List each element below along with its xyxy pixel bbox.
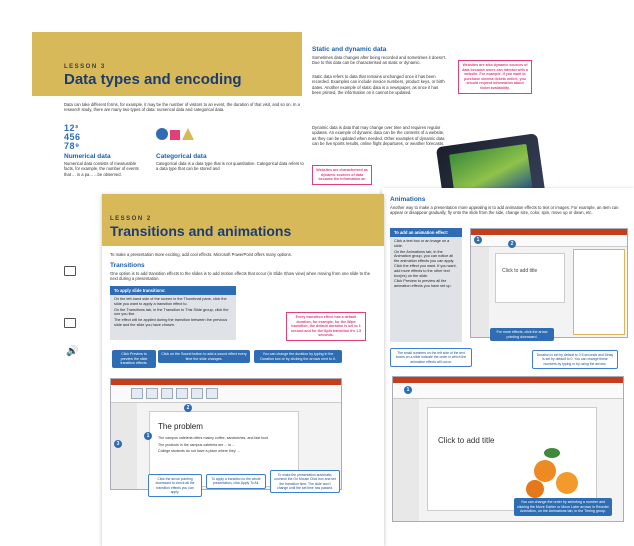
slide-bullets [158,436,294,454]
step-number-1: 1 [404,386,412,394]
animation-pane [573,249,625,335]
static-dynamic-intro: Sometimes data changes after being recorded and sometimes it doesn't. Due to this data can be characterised as static or dynamic. [312,55,447,66]
list-item: Click a text box or an image on a slide. [394,239,450,248]
lesson-label: LESSON 3 [64,64,106,70]
list-item: On the left-hand side of the screen in the Thumbnail pane, click the slide you want to apply a transition effect to. [114,297,227,306]
animations-heading: Animations [390,196,426,203]
callout-sound: Click on the Sound button to add a sound effect every time the slide changes. [158,350,250,363]
static-data-text: Static data refers to data that remains unchanged once it has been recorded. Examples can include invoice numbers, product keys, or birth dates. Another example of static data is a newspaper, as once it has been printed, the information on it cannot be updated. [312,74,445,96]
callout-duration-default: Every transition effect has a default duration, for example, for the Wipe transition, the default duration is set to 1 second and for the Split transition it's 1.5 seconds. [286,312,366,341]
step-number-2: 2 [184,404,192,412]
list-item: The effect will be applied during the transition between the previous slide and the slide you have chosen. [114,318,228,327]
intro-text: To make a presentation more exciting, add cool effects. Microsoft PowerPoint offers many options. [110,252,292,257]
animation-steps-box [390,228,462,342]
step-number-1: 1 [474,236,482,244]
step-number-1: 1 [144,432,152,440]
transition-thumbs [111,385,341,402]
page-title: Transitions and animations [110,223,292,239]
steps-list [110,295,236,331]
intro-text: Data can take different forms, for example, it may be the number of visitors to an event, the duration of that visit, and so on. In a research study, there are many two types of data: numerical data and categorical data. [64,102,300,113]
callout-apply-to-all: To apply a transition to the whole presentation, click Apply To All. [206,474,266,489]
numbers-illustration: 1 2 ³ 4 5 6 7 8 ⁹ [64,123,80,151]
box-title: To add an animation effect: [390,228,462,237]
categorical-text: Categorical data is a data type that is not quantitative. Categorical data refers to a data type that can be stored and [156,161,304,172]
video-icon [64,318,76,328]
callout-more-effects: For more effects, click the arrow pointing downward. [490,328,554,341]
callout-small-numbers: The small numbers on the left side of the text boxes on a slide indicate the order in which the animation effects will occur. [390,348,472,367]
page-animations [382,188,634,546]
list-item: The campus cafeteria offers mainly coffee, sandwiches, and fast food [158,436,269,440]
oranges-image [520,432,590,506]
list-item: Click Preview to preview all the animation effects you have set up. [394,279,452,289]
callout-duration-delay: Duration is set by default to 0.5 seconds and Delay is set by default to 0. You can change these numbers by typing or by using the arrows. [532,350,618,369]
numerical-heading: Numerical data [64,153,111,160]
callout-websites-dynamic: Websites are also dynamic sources of data because users can interact with a website. For example, if you want to purchase cinema tickets online, you should request information about ticket availability. [458,60,532,94]
transition-steps-box [110,286,236,340]
transitions-text: One option is to add transition effects to the slides is to add motion effects that occur (in Slide Show view) when moving from one slide to the next during a presentation. [110,271,371,282]
list-item: On the Animations tab, in the Animation group, you can notice all the animation effects you can apply. Click the effect you want. If you want, add more effects to the other text box(es) on the slide. [394,249,457,278]
callout-change-duration: You can change the duration by typing in the Duration box or by clicking the arrows next to it. [254,350,342,363]
page-transitions [102,194,384,546]
slide-placeholder: Click to add title [438,436,495,445]
callout-reorder: You can change the order by selecting a number and clicking the Move Earlier or Move Later arrows in Reorder Animation, on the Animations tab, in the Timing group. [514,498,612,516]
step-number-2: 2 [508,240,516,248]
steps-list [390,237,462,292]
step-number-3: 3 [114,440,122,448]
lesson-label: LESSON 2 [110,216,152,222]
static-dynamic-heading: Static and dynamic data [312,46,387,53]
transitions-heading: Transitions [110,262,145,269]
page-title: Data types and encoding [64,71,242,88]
slide-title: The problem [158,422,203,431]
ppt-screenshot-animations [470,228,628,338]
animations-text: Another way to make a presentation more appealing is to add animation effects to text or images. For example, an item can appear or disappear gradually, fly onto the slide from the side, change size, color, spin, move up or down, etc. [390,205,619,216]
list-item: College students do not have a place where they ... [158,449,240,454]
dynamic-data-text: Dynamic data is data that may change over time and requires regular updates. An example of dynamic data can be the contents of a website, as they can be updated when needed. Other examples of dynamic data can be live sports results, online flight departures, or weather forecasts. [312,125,445,147]
callout-websites-static: Websites are characterised as dynamic sources of data because the information on [312,165,372,185]
slide-placeholder: Click to add title [502,268,538,274]
categories-illustration [156,126,192,150]
callout-check-effects: Click the arrow pointing downward to check all the transition effects you can apply. [148,474,202,497]
audio-icon: 🔊 [66,346,79,357]
page-data-types [0,0,634,215]
graphics-icons [64,266,90,366]
image-icon [64,266,76,276]
callout-preview: Click Preview to preview the slide transition effects. [112,350,156,368]
list-item: On the Transitions tab, in the Transition to This Slide group, click the one you like. [114,307,229,317]
list-item: The products in the campus cafeteria are ... to ... [158,442,236,447]
numerical-text: Numerical data consists of measurable facts, for example, the number of events that ... in a pa... ...be observed. [64,161,139,177]
box-title: To apply slide transitions: [110,286,236,295]
callout-automatic: To make the presentation automatic, uncheck the On Mouse Click box and set the transition time. The slide won't change until the set time has passed. [270,470,340,493]
slide-preview [495,253,565,303]
categorical-heading: Categorical data [156,153,207,160]
slide-main [427,407,597,511]
